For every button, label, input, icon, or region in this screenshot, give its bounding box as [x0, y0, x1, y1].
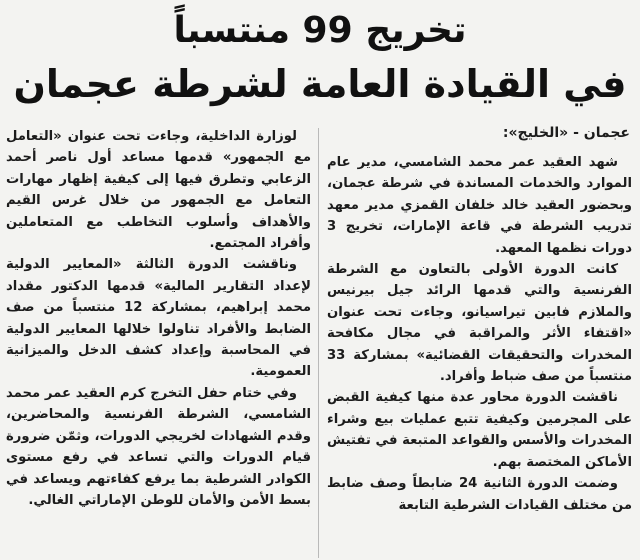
paragraph: وناقشت الدورة الثالثة «المعايير الدولية لإعداد التقارير المالية» قدمها الدكتور مقداد محمد إبراهيم، بمشاركة 12 منتسباً من صف الضابط والأفراد تناولوا خلالها المعايير الدولية في المحاسبة وإعداد كشف الدخل والميزانية العمومية.: [6, 257, 311, 380]
paragraph: كانت الدورة الأولى بالتعاون مع الشرطة الفرنسية والتي قدمها الرائد جيل بيرنيس والملازم فابين تيراسيانو، وجاءت تحت عنوان «اقتفاء الأثر والمراقبة في مجال مكافحة المخدرات والتحقيقات القضائية» بمشاركة 33 منتسباً من صف ضباط وأفراد.: [327, 262, 632, 385]
left-column: [6, 126, 311, 511]
byline: عجمان - «الخليج»:: [502, 125, 630, 141]
column-divider: [318, 128, 319, 558]
headline-line-1: تخريج 99 منتسباً: [173, 10, 467, 51]
paragraph: لوزارة الداخلية، وجاءت تحت عنوان «التعامل مع الجمهور» قدمها مساعد أول ناصر أحمد الزعابي وتطرق فيها إلى كيفية إظهار مهارات التعامل مع الجمهور من خلال غرس القيم والأهداف وأسلوب التخاطب مع المتعاملين وأفراد المجتمع.: [6, 129, 311, 252]
paragraph: وفي ختام حفل التخرج كرم العقيد عمر محمد الشامسي، الشرطة الفرنسية والمحاضرين، وقدم الشهادات لخريجي الدورات، وثمّن ضرورة قيام الدورات والتي تساعد في رفع مستوى الكوادر الشرطية بما يرفع كفاءتهم ويساعد في بسط الأمن والأمان للوطن الإماراتي الغالي.: [6, 385, 311, 508]
paragraph: شهد العقيد عمر محمد الشامسي، مدير عام الموارد والخدمات المساندة في شرطة عجمان، وبحضور العقيد خالد خلفان القمزي مدير معهد تدريب الشرطة في قاعة الإمارات، تخريج 3 دورات نظمها المعهد.: [327, 155, 632, 256]
headline-line-2: في القيادة العامة لشرطة عجمان: [13, 62, 627, 106]
paragraph: وضمت الدورة الثانية 24 ضابطاً وصف ضابط من مختلف القيادات الشرطية التابعة: [327, 476, 632, 513]
right-column: [327, 152, 632, 516]
paragraph: ناقشت الدورة محاور عدة منها كيفية القبض على المجرمين وكيفية تتبع عمليات بيع وشراء المخدرات والأسس والقواعد المتبعة في تفتيش الأماكن المختصة بهم.: [327, 390, 632, 470]
